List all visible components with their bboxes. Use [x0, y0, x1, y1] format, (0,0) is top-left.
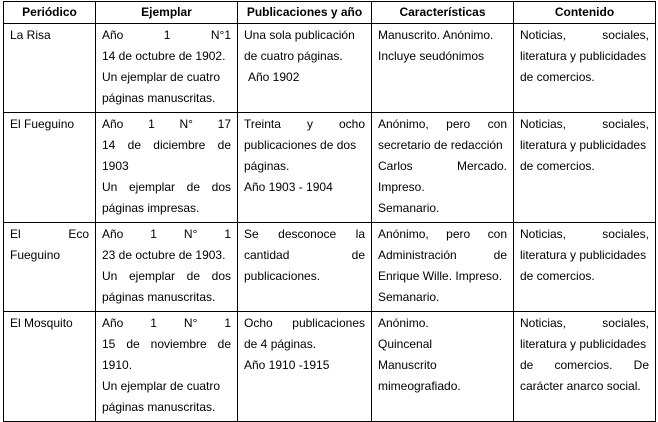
- table-cell-caracteristicas: [372, 24, 514, 113]
- table-cell-publicaciones: [238, 24, 372, 113]
- cell-text-line: publicaciones de dos: [244, 138, 357, 152]
- table-row: [4, 113, 656, 223]
- table-cell-periodico: [4, 312, 96, 422]
- cell-text-line: de comercios.: [520, 159, 595, 173]
- cell-text-line: Año 1 N°1: [102, 28, 231, 42]
- header-periodico: Periódico: [4, 2, 96, 24]
- cell-text-line: Un ejemplar de cuatro: [102, 379, 221, 393]
- cell-text-line: Anónimo, pero con: [378, 227, 507, 241]
- cell-text-line: Incluye seudónimos: [378, 49, 485, 63]
- table-cell-publicaciones: [238, 223, 372, 312]
- table-cell-periodico: [4, 223, 96, 312]
- cell-text-line: El Mosquito: [10, 316, 73, 330]
- cell-text-line: de 4 páginas.: [244, 337, 317, 351]
- cell-text-line: de comercios. De: [520, 358, 649, 372]
- table-cell-caracteristicas: [372, 113, 514, 223]
- cell-text-line: literatura y publicidades: [520, 248, 647, 262]
- cell-text-line: 23 de octubre de 1903.: [102, 248, 226, 262]
- cell-text-line: Se desconoce la: [244, 227, 365, 241]
- cell-text-line: páginas.: [244, 159, 290, 173]
- table-cell-periodico: [4, 113, 96, 223]
- cell-text-line: Anónimo.: [378, 316, 429, 330]
- cell-text-line: de comercios.: [520, 269, 595, 283]
- cell-text-line: cantidad de: [244, 248, 365, 262]
- cell-text-line: Semanario.: [378, 201, 440, 215]
- cell-text-line: Una sola publicación: [244, 28, 355, 42]
- cell-text-line: Manuscrito: [378, 358, 437, 372]
- table-cell-ejemplar: [96, 24, 238, 113]
- cell-text-line: Un ejemplar de dos: [102, 180, 231, 194]
- cell-text-line: secretario de redacción: [378, 138, 503, 152]
- cell-text-line: de comercios.: [520, 70, 595, 84]
- cell-text-line: Noticias, sociales,: [520, 117, 649, 131]
- cell-text-line: publicaciones.: [244, 269, 321, 283]
- cell-text-line: Semanario.: [378, 290, 440, 304]
- cell-text-line: 14 de octubre de 1902.: [102, 49, 226, 63]
- cell-text-line: Noticias, sociales,: [520, 28, 649, 42]
- header-row: [4, 2, 656, 24]
- cell-text-line: páginas manuscritas.: [102, 400, 216, 414]
- table-cell-ejemplar: [96, 223, 238, 312]
- cell-text-line: de cuatro páginas.: [244, 49, 343, 63]
- header-contenido: Contenido: [514, 2, 656, 24]
- table-cell-contenido: [514, 113, 656, 223]
- cell-text-line: Fueguino: [10, 248, 61, 262]
- cell-text-line: 1903: [102, 159, 129, 173]
- cell-text-line: Año 1902: [248, 70, 300, 84]
- cell-text-line: Año 1 N° 1: [102, 227, 231, 241]
- table-body: [4, 24, 656, 422]
- cell-text-line: Quincenal: [378, 337, 433, 351]
- table-cell-publicaciones: [238, 312, 372, 422]
- cell-text-line: Un ejemplar de cuatro: [102, 70, 221, 84]
- cell-text-line: Año 1 N° 1: [102, 316, 231, 330]
- cell-text-line: Manuscrito. Anónimo.: [378, 28, 494, 42]
- table-cell-contenido: [514, 223, 656, 312]
- cell-text-line: La Risa: [10, 28, 51, 42]
- cell-text-line: mimeografiado.: [378, 379, 461, 393]
- table-cell-periodico: [4, 24, 96, 113]
- cell-text-line: 14 de diciembre de: [102, 138, 231, 152]
- table-row: [4, 223, 656, 312]
- cell-text-line: Enrique Wille. Impreso.: [378, 269, 503, 283]
- table-cell-contenido: [514, 312, 656, 422]
- cell-text-line: literatura y publicidades: [520, 138, 647, 152]
- header-ejemplar: Ejemplar: [96, 2, 238, 24]
- header-publicaciones: Publicaciones y año: [238, 2, 372, 24]
- cell-text-line: Un ejemplar de dos: [102, 269, 231, 283]
- cell-text-line: páginas manuscritas.: [102, 290, 216, 304]
- cell-text-line: Treinta y ocho: [244, 117, 365, 131]
- header-caracteristicas: Características: [372, 2, 514, 24]
- cell-text-line: Noticias, sociales,: [520, 227, 649, 241]
- table-cell-ejemplar: [96, 312, 238, 422]
- table-row: [4, 312, 656, 422]
- table-cell-ejemplar: [96, 113, 238, 223]
- cell-text-line: literatura y publicidades: [520, 337, 647, 351]
- periodicos-table: [3, 1, 656, 422]
- table-cell-publicaciones: [238, 113, 372, 223]
- cell-text-line: páginas manuscritas.: [102, 91, 216, 105]
- cell-text-line: Anónimo, pero con: [378, 117, 507, 131]
- cell-text-line: Administración de: [378, 248, 507, 262]
- table-cell-caracteristicas: [372, 223, 514, 312]
- cell-text-line: El Eco: [10, 227, 89, 241]
- table-cell-contenido: [514, 24, 656, 113]
- cell-text-line: Impreso.: [378, 180, 425, 194]
- cell-text-line: El Fueguino: [10, 117, 75, 131]
- cell-text-line: carácter anarco social.: [520, 379, 641, 393]
- cell-text-line: 15 de noviembre de: [102, 337, 231, 351]
- cell-text-line: Ocho publicaciones: [244, 316, 365, 330]
- cell-text-line: Año 1 N° 17: [102, 117, 231, 131]
- cell-text-line: 1910.: [102, 358, 133, 372]
- cell-text-line: Carlos Mercado.: [378, 159, 507, 173]
- cell-text-line: Año 1910 -1915: [244, 358, 330, 372]
- cell-text-line: Noticias, sociales,: [520, 316, 649, 330]
- table-row: [4, 24, 656, 113]
- table-cell-caracteristicas: [372, 312, 514, 422]
- cell-text-line: literatura y publicidades: [520, 49, 647, 63]
- cell-text-line: Año 1903 - 1904: [244, 180, 333, 194]
- cell-text-line: páginas impresas.: [102, 201, 200, 215]
